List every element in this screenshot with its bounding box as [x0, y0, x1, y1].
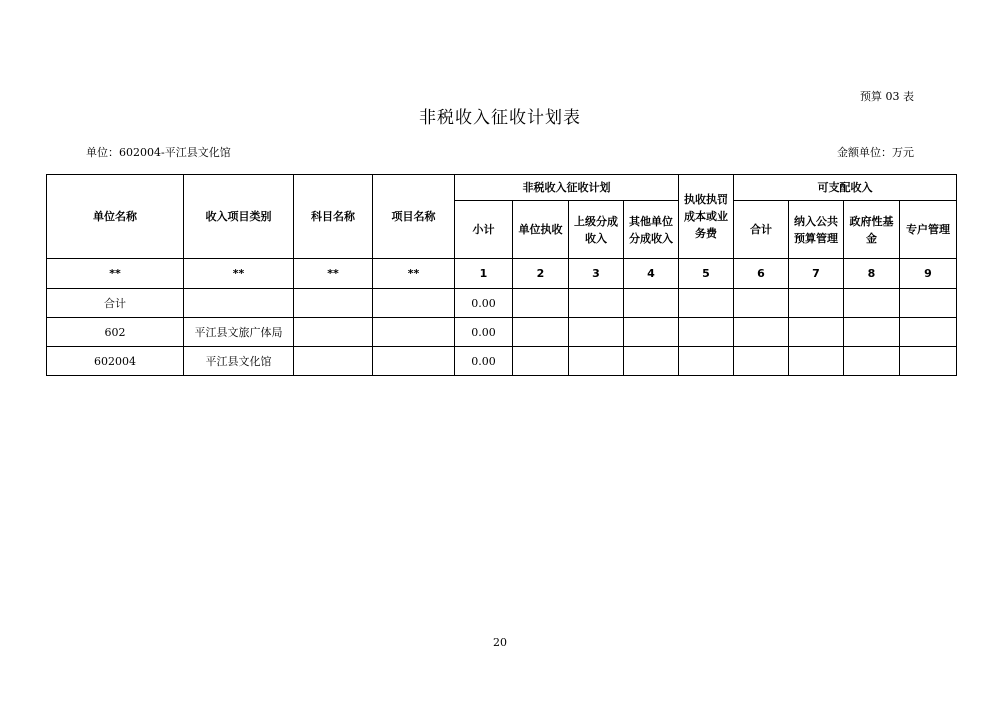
- header-other-share: 其他单位分成收入: [624, 201, 679, 259]
- income-plan-table: [46, 174, 957, 376]
- cell-subtotal: 0.00: [455, 289, 513, 318]
- cell-empty: [513, 289, 569, 318]
- column-number: 6: [734, 259, 789, 289]
- cell-empty: [900, 289, 957, 318]
- cell-empty: [373, 289, 455, 318]
- cell-empty: [789, 289, 844, 318]
- cell-income-type: 平江县文旅广体局: [184, 318, 294, 347]
- cell-empty: [569, 289, 624, 318]
- column-number: **: [294, 259, 373, 289]
- header-total: 合计: [734, 201, 789, 259]
- amount-unit-label: 金额单位：万元: [837, 146, 914, 159]
- column-number: **: [47, 259, 184, 289]
- header-row-1: [47, 175, 957, 201]
- page-number: 20: [493, 636, 507, 649]
- header-project-name: 项目名称: [373, 175, 455, 259]
- cell-empty: [624, 289, 679, 318]
- cell-empty: [513, 318, 569, 347]
- header-subject-name: 科目名称: [294, 175, 373, 259]
- cell-empty: [789, 347, 844, 376]
- cell-empty: [294, 318, 373, 347]
- cell-empty: [844, 347, 900, 376]
- cell-empty: [734, 347, 789, 376]
- cell-empty: [373, 347, 455, 376]
- column-number: **: [373, 259, 455, 289]
- column-number: **: [184, 259, 294, 289]
- header-enforcement-cost: 执收执罚成本或业务费: [679, 175, 734, 259]
- cell-empty: [569, 318, 624, 347]
- cell-empty: [789, 318, 844, 347]
- cell-empty: [679, 289, 734, 318]
- cell-unit-name: 602: [47, 318, 184, 347]
- column-number: 9: [900, 259, 957, 289]
- header-plan-group: 非税收入征收计划: [455, 175, 679, 201]
- column-number: 8: [844, 259, 900, 289]
- cell-empty: [294, 347, 373, 376]
- cell-empty: [624, 347, 679, 376]
- column-number: 1: [455, 259, 513, 289]
- header-special-account: 专户管理: [900, 201, 957, 259]
- cell-unit-name: 合计: [47, 289, 184, 318]
- table-row: [47, 318, 957, 347]
- header-subtotal: 小计: [455, 201, 513, 259]
- cell-empty: [294, 289, 373, 318]
- column-number: 4: [624, 259, 679, 289]
- column-number: 5: [679, 259, 734, 289]
- cell-income-type: 平江县文化馆: [184, 347, 294, 376]
- cell-empty: [373, 318, 455, 347]
- cell-empty: [679, 318, 734, 347]
- table-row: [47, 289, 957, 318]
- column-number: 3: [569, 259, 624, 289]
- cell-subtotal: 0.00: [455, 318, 513, 347]
- table-row: [47, 347, 957, 376]
- column-number-row: [47, 259, 957, 289]
- cell-empty: [513, 347, 569, 376]
- column-number: 2: [513, 259, 569, 289]
- header-gov-fund: 政府性基金: [844, 201, 900, 259]
- cell-income-type: [184, 289, 294, 318]
- form-number: 预算 03 表: [860, 90, 914, 103]
- header-unit-collect: 单位执收: [513, 201, 569, 259]
- cell-empty: [734, 318, 789, 347]
- header-public-budget: 纳入公共预算管理: [789, 201, 844, 259]
- unit-label: 单位：602004-平江县文化馆: [86, 146, 231, 159]
- header-income-type: 收入项目类别: [184, 175, 294, 259]
- header-unit-name: 单位名称: [47, 175, 184, 259]
- header-superior-share: 上级分成收入: [569, 201, 624, 259]
- cell-empty: [734, 289, 789, 318]
- cell-empty: [900, 347, 957, 376]
- cell-empty: [900, 318, 957, 347]
- cell-empty: [624, 318, 679, 347]
- cell-subtotal: 0.00: [455, 347, 513, 376]
- cell-empty: [844, 289, 900, 318]
- page-title: 非税收入征收计划表: [419, 108, 581, 128]
- cell-empty: [569, 347, 624, 376]
- cell-unit-name: 602004: [47, 347, 184, 376]
- column-number: 7: [789, 259, 844, 289]
- header-disposable-group: 可支配收入: [734, 175, 957, 201]
- cell-empty: [844, 318, 900, 347]
- cell-empty: [679, 347, 734, 376]
